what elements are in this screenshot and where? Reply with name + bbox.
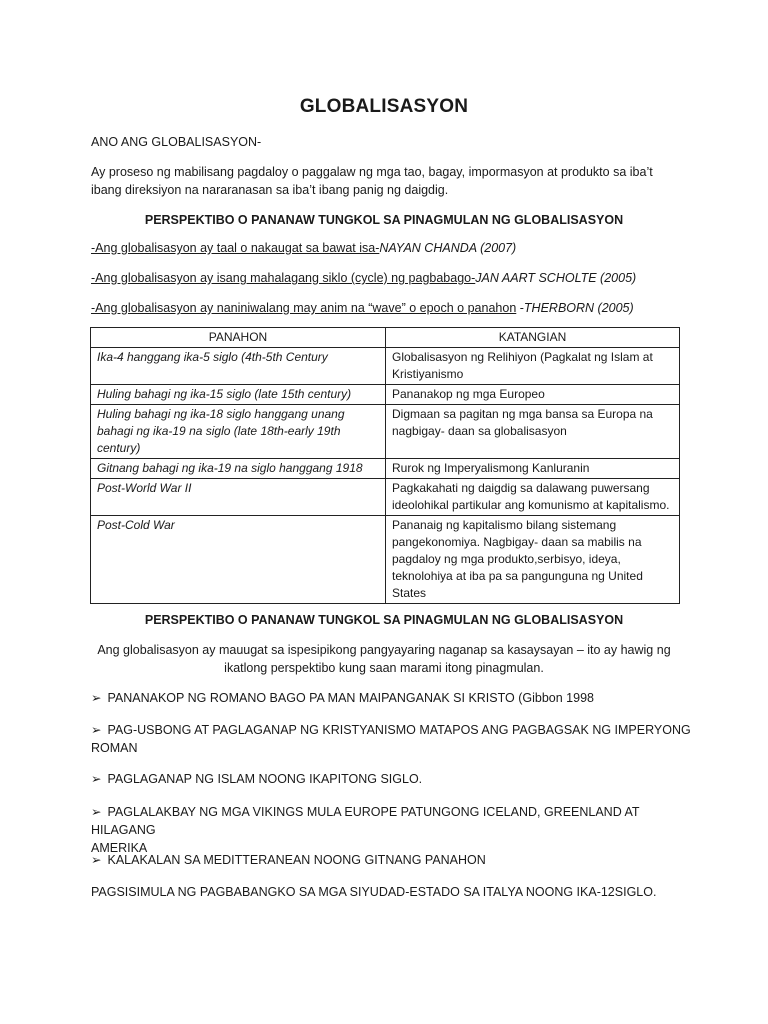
perspective-line-1: [91, 239, 691, 257]
table-row: [91, 348, 680, 385]
intro-paragraph-2: [84, 641, 684, 677]
bullet-item: [91, 803, 691, 857]
panahon-cell: Huling bahagi ng ika-18 siglo hanggang unang bahagi ng ika-19 na siglo (late 18th-early 19th century): [91, 405, 386, 459]
column-header-katangian: KATANGIAN: [386, 328, 680, 348]
katangian-cell: Pananakop ng mga Europeo: [386, 385, 680, 405]
perspective-line-2: [91, 269, 691, 287]
perspective-author: NAYAN CHANDA (2007): [379, 241, 517, 255]
perspective-text: -Ang globalisasyon ay naniniwalang may anim na “wave” o epoch o panahon: [91, 301, 517, 315]
panahon-cell: Post-World War II: [91, 479, 386, 516]
definition-paragraph: [91, 163, 691, 199]
definition-line-1: Ay proseso ng mabilisang pagdaloy o paggalaw ng mga tao, bagay, impormasyon at produkto sa iba’t: [91, 165, 653, 179]
bullet-item: [91, 721, 691, 757]
section-heading-2: PERSPEKTIBO O PANANAW TUNGKOL SA PINAGMULAN NG GLOBALISASYON: [144, 613, 624, 627]
bullet-item: [91, 770, 691, 788]
panahon-table: [90, 327, 680, 604]
bullet-text: KALAKALAN SA MEDITTERANEAN NOONG GITNANG PANAHON: [107, 853, 486, 867]
panahon-cell: Post-Cold War: [91, 516, 386, 604]
arrow-bullet-icon: ➢: [91, 772, 102, 786]
table-row: [91, 479, 680, 516]
katangian-cell: Pananaig ng kapitalismo bilang sistemang pangekonomiya. Nagbigay- daan sa mabilis na pagdaloy ng mga produkto,serbisyo, ideya, teknolohiya at iba pa sa pangunguna ng United States: [386, 516, 680, 604]
closing-line: PAGSISIMULA NG PAGBABANGKO SA MGA SIYUDAD-ESTADO SA ITALYA NOONG IKA-12SIGLO.: [91, 885, 657, 899]
bullet-text-continuation: ROMAN: [91, 741, 138, 755]
katangian-cell: Digmaan sa pagitan ng mga bansa sa Europa na nagbigay- daan sa globalisasyon: [386, 405, 680, 459]
perspective-line-3: [91, 299, 691, 317]
bullet-text: PAGLALAKBAY NG MGA VIKINGS MULA EUROPE PATUNGONG ICELAND, GREENLAND AT HILAGANG: [91, 805, 640, 837]
katangian-cell: Globalisasyon ng Relihiyon (Pagkalat ng Islam at Kristiyanismo: [386, 348, 680, 385]
bullet-item: [91, 851, 691, 869]
definition-line-2: ibang direksiyon na nararanasan sa iba’t ibang panig ng daigdig.: [91, 183, 449, 197]
question-heading: ANO ANG GLOBALISASYON-: [91, 135, 262, 149]
panahon-cell: Huling bahagi ng ika-15 siglo (late 15th century): [91, 385, 386, 405]
bullet-text-continuation: AMERIKA: [91, 841, 148, 855]
arrow-bullet-icon: ➢: [91, 805, 102, 819]
table-row: [91, 459, 680, 479]
intro-line-1: Ang globalisasyon ay mauugat sa ispesipikong pangyayaring naganap sa kasaysayan – ito ay hawig ng: [97, 643, 671, 657]
page-title: GLOBALISASYON: [299, 96, 469, 117]
arrow-bullet-icon: ➢: [91, 723, 102, 737]
arrow-bullet-icon: ➢: [91, 691, 102, 705]
table-row: [91, 516, 680, 604]
arrow-bullet-icon: ➢: [91, 853, 102, 867]
perspective-text: -Ang globalisasyon ay taal o nakaugat sa bawat isa-: [91, 241, 380, 255]
panahon-cell: Gitnang bahagi ng ika-19 na siglo hanggang 1918: [91, 459, 386, 479]
section-heading-1: PERSPEKTIBO O PANANAW TUNGKOL SA PINAGMULAN NG GLOBALISASYON: [144, 213, 624, 227]
bullet-text: PAGLAGANAP NG ISLAM NOONG IKAPITONG SIGLO.: [107, 772, 423, 786]
perspective-author: THERBORN (2005): [523, 301, 634, 315]
table-row: [91, 385, 680, 405]
intro-line-2: ikatlong perspektibo kung saan marami itong pinagmulan.: [224, 661, 544, 675]
table-row: [91, 405, 680, 459]
bullet-text: PANANAKOP NG ROMANO BAGO PA MAN MAIPANGANAK SI KRISTO (Gibbon 1998: [107, 691, 594, 705]
bullet-item: [91, 689, 691, 707]
perspective-text: -Ang globalisasyon ay isang mahalagang siklo (cycle) ng pagbabago-: [91, 271, 476, 285]
panahon-cell: Ika-4 hanggang ika-5 siglo (4th-5th Century: [91, 348, 386, 385]
katangian-cell: Pagkakahati ng daigdig sa dalawang puwersang ideolohikal partikular ang komunismo at kapitalismo.: [386, 479, 680, 516]
column-header-panahon: PANAHON: [91, 328, 386, 348]
bullet-text: PAG-USBONG AT PAGLAGANAP NG KRISTYANISMO MATAPOS ANG PAGBAGSAK NG IMPERYONG: [107, 723, 691, 737]
perspective-separator: -: [516, 301, 524, 315]
perspective-author: JAN AART SCHOLTE (2005): [475, 271, 637, 285]
katangian-cell: Rurok ng Imperyalismong Kanluranin: [386, 459, 680, 479]
table-header-row: [91, 328, 680, 348]
